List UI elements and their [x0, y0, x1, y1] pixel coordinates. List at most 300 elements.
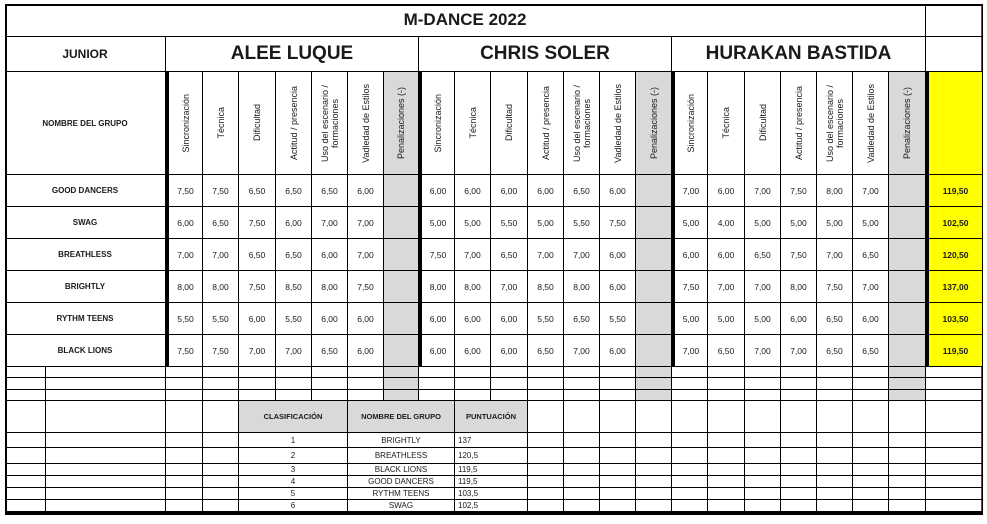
score-cell-text: 8,50	[285, 281, 302, 292]
score-cell[interactable]	[781, 207, 817, 239]
score-cell[interactable]	[600, 239, 636, 271]
empty-cell	[926, 390, 983, 401]
score-cell-text: 6,50	[285, 185, 302, 196]
score-cell[interactable]	[672, 175, 708, 207]
total-score	[926, 239, 983, 271]
score-cell[interactable]	[781, 335, 817, 367]
score-cell-text: 6,00	[357, 345, 374, 356]
score-cell[interactable]	[312, 175, 348, 207]
score-cell[interactable]	[348, 303, 384, 335]
empty-cell	[708, 367, 745, 378]
score-cell[interactable]	[203, 207, 239, 239]
score-cell[interactable]	[853, 175, 889, 207]
empty-cell	[239, 367, 276, 378]
score-cell[interactable]	[708, 239, 745, 271]
empty-cell	[636, 488, 672, 500]
total-score-text: 119,50	[942, 185, 969, 196]
ranking-group-text: BRIGHTLY	[381, 435, 421, 445]
score-cell[interactable]	[348, 239, 384, 271]
empty-cell	[600, 488, 636, 500]
empty-cell	[708, 448, 745, 464]
empty-cell	[745, 367, 781, 378]
score-cell-text: 6,00	[500, 313, 518, 324]
score-cell-text: 6,50	[537, 345, 554, 356]
group-name	[5, 175, 166, 207]
score-cell-text: 6,00	[285, 217, 302, 228]
score-cell[interactable]	[672, 239, 708, 271]
criteria-header	[203, 72, 239, 175]
criteria-header	[853, 72, 889, 175]
empty-cell	[889, 476, 926, 488]
penalty-cell[interactable]	[636, 207, 672, 239]
empty-cell	[46, 476, 166, 488]
empty-cell	[203, 476, 239, 488]
score-cell[interactable]	[166, 239, 203, 271]
score-cell-text: 7,50	[177, 345, 194, 356]
empty-cell	[672, 448, 708, 464]
empty-cell	[889, 367, 926, 378]
score-cell[interactable]	[817, 175, 853, 207]
score-cell[interactable]	[564, 175, 600, 207]
penalty-cell[interactable]	[889, 207, 926, 239]
score-cell[interactable]	[672, 335, 708, 367]
empty-cell	[781, 390, 817, 401]
score-cell-text: 7,00	[212, 249, 229, 260]
ranking-header-group	[348, 401, 455, 433]
score-cell[interactable]	[745, 175, 781, 207]
score-cell-text: 6,00	[609, 185, 626, 196]
score-cell[interactable]	[203, 239, 239, 271]
criteria-header-text: Técnica	[467, 107, 478, 139]
score-cell[interactable]	[491, 239, 528, 271]
score-cell-text: 7,00	[754, 345, 771, 356]
score-cell-text: 7,00	[357, 217, 374, 228]
score-cell[interactable]	[491, 207, 528, 239]
score-cell[interactable]	[239, 303, 276, 335]
empty-cell	[889, 401, 926, 433]
score-cell[interactable]	[528, 303, 564, 335]
score-cell-text: 6,00	[429, 345, 447, 356]
empty-cell	[926, 488, 983, 500]
group-name-text: BLACK LIONS	[57, 346, 113, 355]
penalty-cell[interactable]	[384, 207, 419, 239]
empty-cell	[781, 500, 817, 512]
score-cell[interactable]	[455, 335, 491, 367]
score-cell[interactable]	[564, 303, 600, 335]
empty-cell	[564, 500, 600, 512]
empty-cell	[46, 390, 166, 401]
empty-cell	[46, 464, 166, 476]
group-name-text: BRIGHTLY	[64, 282, 106, 291]
empty-cell	[636, 500, 672, 512]
score-cell[interactable]	[817, 207, 853, 239]
score-cell[interactable]	[564, 335, 600, 367]
criteria-header	[276, 72, 312, 175]
empty-cell	[636, 390, 672, 401]
group-name	[5, 271, 166, 303]
empty-cell	[166, 390, 203, 401]
empty-cell	[889, 378, 926, 390]
score-cell[interactable]	[276, 207, 312, 239]
score-cell[interactable]	[781, 303, 817, 335]
score-cell-text: 6,00	[682, 249, 700, 260]
score-cell[interactable]	[348, 335, 384, 367]
penalty-cell[interactable]	[384, 239, 419, 271]
score-cell[interactable]	[166, 303, 203, 335]
empty-cell	[889, 500, 926, 512]
ranking-position	[239, 448, 348, 464]
empty-cell	[600, 367, 636, 378]
score-cell-text: 5,00	[682, 217, 700, 228]
empty-cell	[745, 488, 781, 500]
score-cell[interactable]	[455, 271, 491, 303]
score-cell-text: 6,50	[862, 345, 879, 356]
score-cell-text: 6,00	[500, 185, 518, 196]
empty-cell	[166, 401, 203, 433]
penalty-cell[interactable]	[384, 303, 419, 335]
score-cell[interactable]	[348, 271, 384, 303]
empty-cell	[817, 378, 853, 390]
score-cell-text: 8,00	[429, 281, 447, 292]
score-cell[interactable]	[528, 239, 564, 271]
score-cell-text: 6,00	[357, 313, 374, 324]
ranking-score-text: 119,5	[458, 477, 478, 486]
empty-cell	[348, 367, 384, 378]
criteria-header	[455, 72, 491, 175]
group-name-text: RYTHM TEENS	[56, 314, 114, 323]
score-cell[interactable]	[853, 303, 889, 335]
penalty-cell[interactable]	[636, 175, 672, 207]
score-cell[interactable]	[781, 239, 817, 271]
ranking-group	[348, 448, 455, 464]
total-header	[926, 72, 983, 175]
score-cell[interactable]	[276, 239, 312, 271]
score-cell[interactable]	[312, 303, 348, 335]
empty-cell	[46, 367, 166, 378]
penalty-cell[interactable]	[636, 303, 672, 335]
score-cell[interactable]	[419, 175, 455, 207]
empty-cell	[926, 367, 983, 378]
empty-cell	[853, 390, 889, 401]
empty-cell	[672, 401, 708, 433]
score-cell-text: 7,00	[862, 281, 879, 292]
empty-cell	[781, 448, 817, 464]
empty-cell	[600, 401, 636, 433]
score-cell-text: 6,00	[357, 185, 374, 196]
score-cell[interactable]	[600, 175, 636, 207]
score-cell[interactable]	[276, 335, 312, 367]
score-cell-text: 7,00	[717, 281, 735, 292]
score-cell[interactable]	[564, 239, 600, 271]
ranking-score	[455, 433, 528, 448]
score-cell[interactable]	[419, 303, 455, 335]
score-cell[interactable]	[817, 303, 853, 335]
empty-cell	[528, 464, 564, 476]
score-cell[interactable]	[348, 175, 384, 207]
criteria-header-text: Actitud / presencia	[793, 85, 804, 161]
ranking-score-text: 119,5	[458, 465, 478, 474]
score-cell[interactable]	[564, 207, 600, 239]
score-cell[interactable]	[491, 175, 528, 207]
empty-cell	[564, 433, 600, 448]
score-cell[interactable]	[166, 335, 203, 367]
penalty-cell[interactable]	[889, 175, 926, 207]
empty-cell	[528, 476, 564, 488]
score-cell[interactable]	[528, 335, 564, 367]
score-cell-text: 8,00	[177, 281, 194, 292]
empty-cell	[853, 464, 889, 476]
empty-cell	[817, 390, 853, 401]
criteria-header-text: Dificultad	[757, 104, 768, 142]
score-cell[interactable]	[708, 271, 745, 303]
empty-cell	[889, 488, 926, 500]
empty-cell	[455, 367, 491, 378]
score-cell[interactable]	[348, 207, 384, 239]
empty-cell	[600, 433, 636, 448]
score-cell[interactable]	[276, 271, 312, 303]
score-cell[interactable]	[817, 271, 853, 303]
penalty-cell[interactable]	[889, 303, 926, 335]
score-cell-text: 6,00	[464, 313, 481, 324]
empty-cell	[708, 401, 745, 433]
penalty-cell[interactable]	[384, 335, 419, 367]
empty-cell	[564, 476, 600, 488]
penalty-cell[interactable]	[384, 271, 419, 303]
ranking-header-position-text: CLASIFICACIÓN	[263, 412, 323, 421]
score-cell[interactable]	[745, 207, 781, 239]
empty-cell	[926, 500, 983, 512]
score-cell[interactable]	[672, 303, 708, 335]
score-cell[interactable]	[239, 207, 276, 239]
score-cell[interactable]	[239, 271, 276, 303]
empty-cell	[203, 401, 239, 433]
empty-cell	[926, 433, 983, 448]
ranking-score-text: 103,5	[458, 489, 479, 498]
score-cell[interactable]	[600, 271, 636, 303]
empty-cell	[564, 390, 600, 401]
group-name-header	[5, 72, 166, 175]
score-cell-text: 7,50	[177, 185, 194, 196]
score-cell[interactable]	[853, 335, 889, 367]
score-cell-text: 5,00	[537, 217, 554, 228]
score-cell[interactable]	[312, 207, 348, 239]
empty-cell	[672, 488, 708, 500]
score-cell[interactable]	[528, 207, 564, 239]
score-cell[interactable]	[708, 335, 745, 367]
score-cell-text: 7,00	[357, 249, 374, 260]
empty-cell	[564, 367, 600, 378]
ranking-group	[348, 464, 455, 476]
score-cell-text: 7,00	[177, 249, 194, 260]
ranking-header-score	[455, 401, 528, 433]
score-cell[interactable]	[203, 271, 239, 303]
score-cell-text: 7,00	[537, 249, 554, 260]
empty-cell	[203, 488, 239, 500]
score-cell[interactable]	[600, 335, 636, 367]
score-cell[interactable]	[419, 335, 455, 367]
criteria-header-text: Vadledad de Estilos	[360, 83, 371, 163]
ranking-header-position	[239, 401, 348, 433]
penalty-cell[interactable]	[636, 335, 672, 367]
score-cell[interactable]	[276, 303, 312, 335]
score-cell[interactable]	[419, 207, 455, 239]
criteria-header-text: Penalizaciones (-)	[648, 86, 659, 160]
score-cell[interactable]	[491, 303, 528, 335]
empty-cell	[528, 401, 564, 433]
score-cell[interactable]	[528, 271, 564, 303]
score-cell-text: 8,00	[826, 185, 843, 196]
score-cell[interactable]	[166, 271, 203, 303]
ranking-position	[239, 433, 348, 448]
empty-cell	[889, 433, 926, 448]
score-cell-text: 6,00	[464, 185, 481, 196]
ranking-score	[455, 500, 528, 512]
empty-cell	[203, 500, 239, 512]
penalty-cell[interactable]	[636, 239, 672, 271]
total-score	[926, 335, 983, 367]
empty-cell	[926, 464, 983, 476]
empty-cell	[528, 367, 564, 378]
empty-cell	[708, 476, 745, 488]
score-cell-text: 7,00	[754, 185, 771, 196]
score-cell[interactable]	[600, 207, 636, 239]
criteria-header	[889, 72, 926, 175]
score-cell[interactable]	[455, 175, 491, 207]
empty-cell	[853, 378, 889, 390]
total-score	[926, 207, 983, 239]
empty-cell	[239, 390, 276, 401]
score-cell[interactable]	[203, 175, 239, 207]
score-cell[interactable]	[672, 207, 708, 239]
empty-cell	[600, 378, 636, 390]
empty-cell	[166, 448, 203, 464]
empty-cell	[636, 464, 672, 476]
empty-cell	[166, 464, 203, 476]
criteria-header-text: Dificultad	[504, 104, 514, 142]
score-cell[interactable]	[817, 239, 853, 271]
empty-cell	[46, 448, 166, 464]
score-cell[interactable]	[745, 271, 781, 303]
score-cell[interactable]	[312, 239, 348, 271]
empty-cell	[5, 500, 46, 512]
score-cell-text: 5,50	[177, 313, 194, 324]
empty-cell	[889, 448, 926, 464]
score-cell[interactable]	[312, 335, 348, 367]
empty-cell	[46, 401, 166, 433]
score-cell-text: 8,50	[537, 281, 554, 292]
penalty-cell[interactable]	[636, 271, 672, 303]
score-cell[interactable]	[708, 303, 745, 335]
empty-cell	[312, 367, 348, 378]
score-cell[interactable]	[672, 271, 708, 303]
penalty-cell[interactable]	[889, 239, 926, 271]
score-cell-text: 7,00	[321, 217, 338, 228]
empty-cell	[926, 476, 983, 488]
score-cell-text: 5,00	[754, 313, 771, 324]
score-cell-text: 7,00	[790, 345, 807, 356]
score-cell[interactable]	[239, 175, 276, 207]
score-cell[interactable]	[455, 207, 491, 239]
score-cell-text: 7,50	[357, 281, 374, 292]
score-cell[interactable]	[564, 271, 600, 303]
score-cell[interactable]	[853, 207, 889, 239]
total-score	[926, 175, 983, 207]
score-cell[interactable]	[708, 207, 745, 239]
score-cell[interactable]	[419, 239, 455, 271]
score-cell[interactable]	[166, 175, 203, 207]
score-cell[interactable]	[853, 271, 889, 303]
empty-cell	[5, 390, 46, 401]
score-cell[interactable]	[455, 239, 491, 271]
empty-cell	[600, 500, 636, 512]
empty-cell	[5, 401, 46, 433]
empty-cell	[636, 433, 672, 448]
score-cell-text: 6,50	[248, 185, 266, 196]
score-cell[interactable]	[745, 239, 781, 271]
empty-cell	[312, 378, 348, 390]
empty-cell	[708, 433, 745, 448]
score-cell-text: 6,50	[826, 345, 843, 356]
criteria-header	[384, 72, 419, 175]
score-cell[interactable]	[817, 335, 853, 367]
score-cell[interactable]	[745, 335, 781, 367]
score-cell[interactable]	[419, 271, 455, 303]
empty-cell	[5, 378, 46, 390]
score-cell[interactable]	[781, 271, 817, 303]
empty-cell	[745, 401, 781, 433]
criteria-header-text: Vadledad de Estilos	[865, 83, 876, 163]
score-cell[interactable]	[853, 239, 889, 271]
score-cell[interactable]	[745, 303, 781, 335]
judge-name-2-text: CHRIS SOLER	[480, 43, 610, 64]
empty-cell	[817, 488, 853, 500]
score-cell[interactable]	[455, 303, 491, 335]
group-name	[5, 207, 166, 239]
score-cell[interactable]	[708, 175, 745, 207]
score-cell[interactable]	[528, 175, 564, 207]
penalty-cell[interactable]	[384, 175, 419, 207]
score-cell[interactable]	[166, 207, 203, 239]
criteria-header	[745, 72, 781, 175]
score-cell[interactable]	[781, 175, 817, 207]
score-cell[interactable]	[239, 239, 276, 271]
empty-cell	[276, 367, 312, 378]
score-cell-text: 7,00	[248, 345, 266, 356]
empty-cell	[564, 401, 600, 433]
score-cell[interactable]	[276, 175, 312, 207]
empty-cell	[5, 464, 46, 476]
ranking-group	[348, 500, 455, 512]
total-score-text: 102,50	[942, 217, 969, 228]
total-score-text: 120,50	[942, 249, 969, 260]
score-cell-text: 7,50	[682, 281, 700, 292]
score-cell[interactable]	[600, 303, 636, 335]
score-cell[interactable]	[491, 335, 528, 367]
score-cell-text: 7,00	[682, 185, 700, 196]
score-cell[interactable]	[491, 271, 528, 303]
category-label	[5, 37, 166, 72]
empty-cell	[926, 448, 983, 464]
score-cell[interactable]	[312, 271, 348, 303]
judge-name-1	[166, 37, 419, 72]
score-cell[interactable]	[203, 335, 239, 367]
score-cell[interactable]	[203, 303, 239, 335]
penalty-cell[interactable]	[889, 335, 926, 367]
score-cell[interactable]	[239, 335, 276, 367]
penalty-cell[interactable]	[889, 271, 926, 303]
criteria-header-text: Técnica	[721, 107, 731, 139]
criteria-header-text: Sincronización	[686, 93, 696, 153]
